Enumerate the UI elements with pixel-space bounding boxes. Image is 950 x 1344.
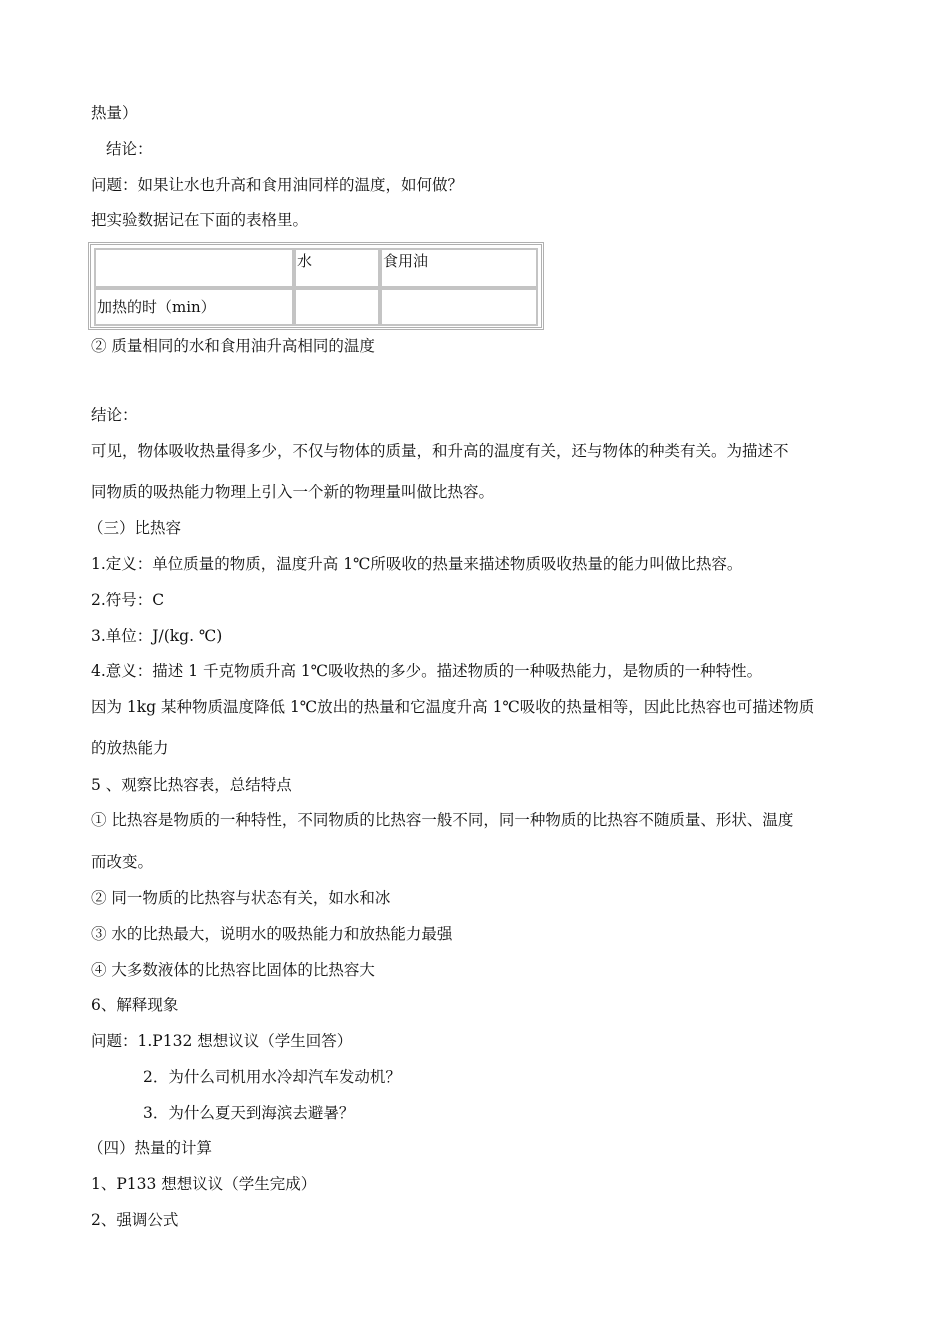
table-cell-oil: [380, 288, 538, 326]
list-item: 5 、观察比热容表，总结特点: [91, 776, 292, 794]
list-item: 3．为什么夏天到海滨去避暑？: [143, 1104, 355, 1122]
text-line: 热量）: [91, 104, 138, 122]
section-heading: （四）热量的计算: [88, 1139, 213, 1157]
list-item: 1、P133 想想议议（学生完成）: [91, 1175, 317, 1193]
text-line: ② 质量相同的水和食用油升高相同的温度: [91, 337, 375, 355]
paragraph-line: 可见，物体吸收热量得多少，不仅与物体的质量，和升高的温度有关，还与物体的种类有关。为描述不: [91, 442, 789, 460]
table-row-label: 加热的时（min）: [94, 288, 294, 326]
list-item: ③ 水的比热最大，说明水的吸热能力和放热能力最强: [91, 925, 453, 943]
table-cell-water: [294, 288, 380, 326]
paragraph-line: 而改变。: [91, 853, 154, 871]
list-item: 3.单位：J/(kg. ℃): [91, 627, 223, 645]
list-item: 6、解释现象: [91, 996, 179, 1014]
paragraph-line: 同物质的吸热能力物理上引入一个新的物理量叫做比热容。: [91, 483, 495, 501]
list-item: 2.符号：C: [91, 591, 165, 609]
table-header-empty: [94, 248, 294, 288]
table-header-oil: 食用油: [380, 248, 538, 288]
conclusion-label: 结论：: [91, 406, 138, 424]
instruction-text: 把实验数据记在下面的表格里。: [91, 211, 309, 229]
paragraph-line: 的放热能力: [91, 739, 169, 757]
list-item: 问题：1.P132 想想议议（学生回答）: [91, 1032, 353, 1050]
data-table: [88, 242, 544, 330]
conclusion-label: 结论：: [106, 140, 153, 158]
table-header-water: 水: [294, 248, 380, 288]
paragraph-line: 因为 1kg 某种物质温度降低 1℃放出的热量和它温度升高 1℃吸收的热量相等，因此比热容也可描述物质: [91, 698, 815, 716]
list-item: 2、强调公式: [91, 1211, 179, 1229]
list-item: 2．为什么司机用水冷却汽车发动机？: [143, 1068, 401, 1086]
list-item: 1.定义：单位质量的物质，温度升高 1℃所吸收的热量来描述物质吸收热量的能力叫做比热容。: [91, 555, 743, 573]
list-item: ④ 大多数液体的比热容比固体的比热容大: [91, 961, 375, 979]
list-item: ① 比热容是物质的一种特性，不同物质的比热容一般不同，同一种物质的比热容不随质量、形状、温度: [91, 811, 794, 829]
section-heading: （三）比热容: [88, 519, 182, 537]
question-text: 问题：如果让水也升高和食用油同样的温度，如何做？: [91, 176, 464, 194]
list-item: 4.意义：描述 1 千克物质升高 1℃吸收热的多少。描述物质的一种吸热能力，是物质的一种特性。: [91, 662, 763, 680]
list-item: ② 同一物质的比热容与状态有关，如水和冰: [91, 889, 391, 907]
